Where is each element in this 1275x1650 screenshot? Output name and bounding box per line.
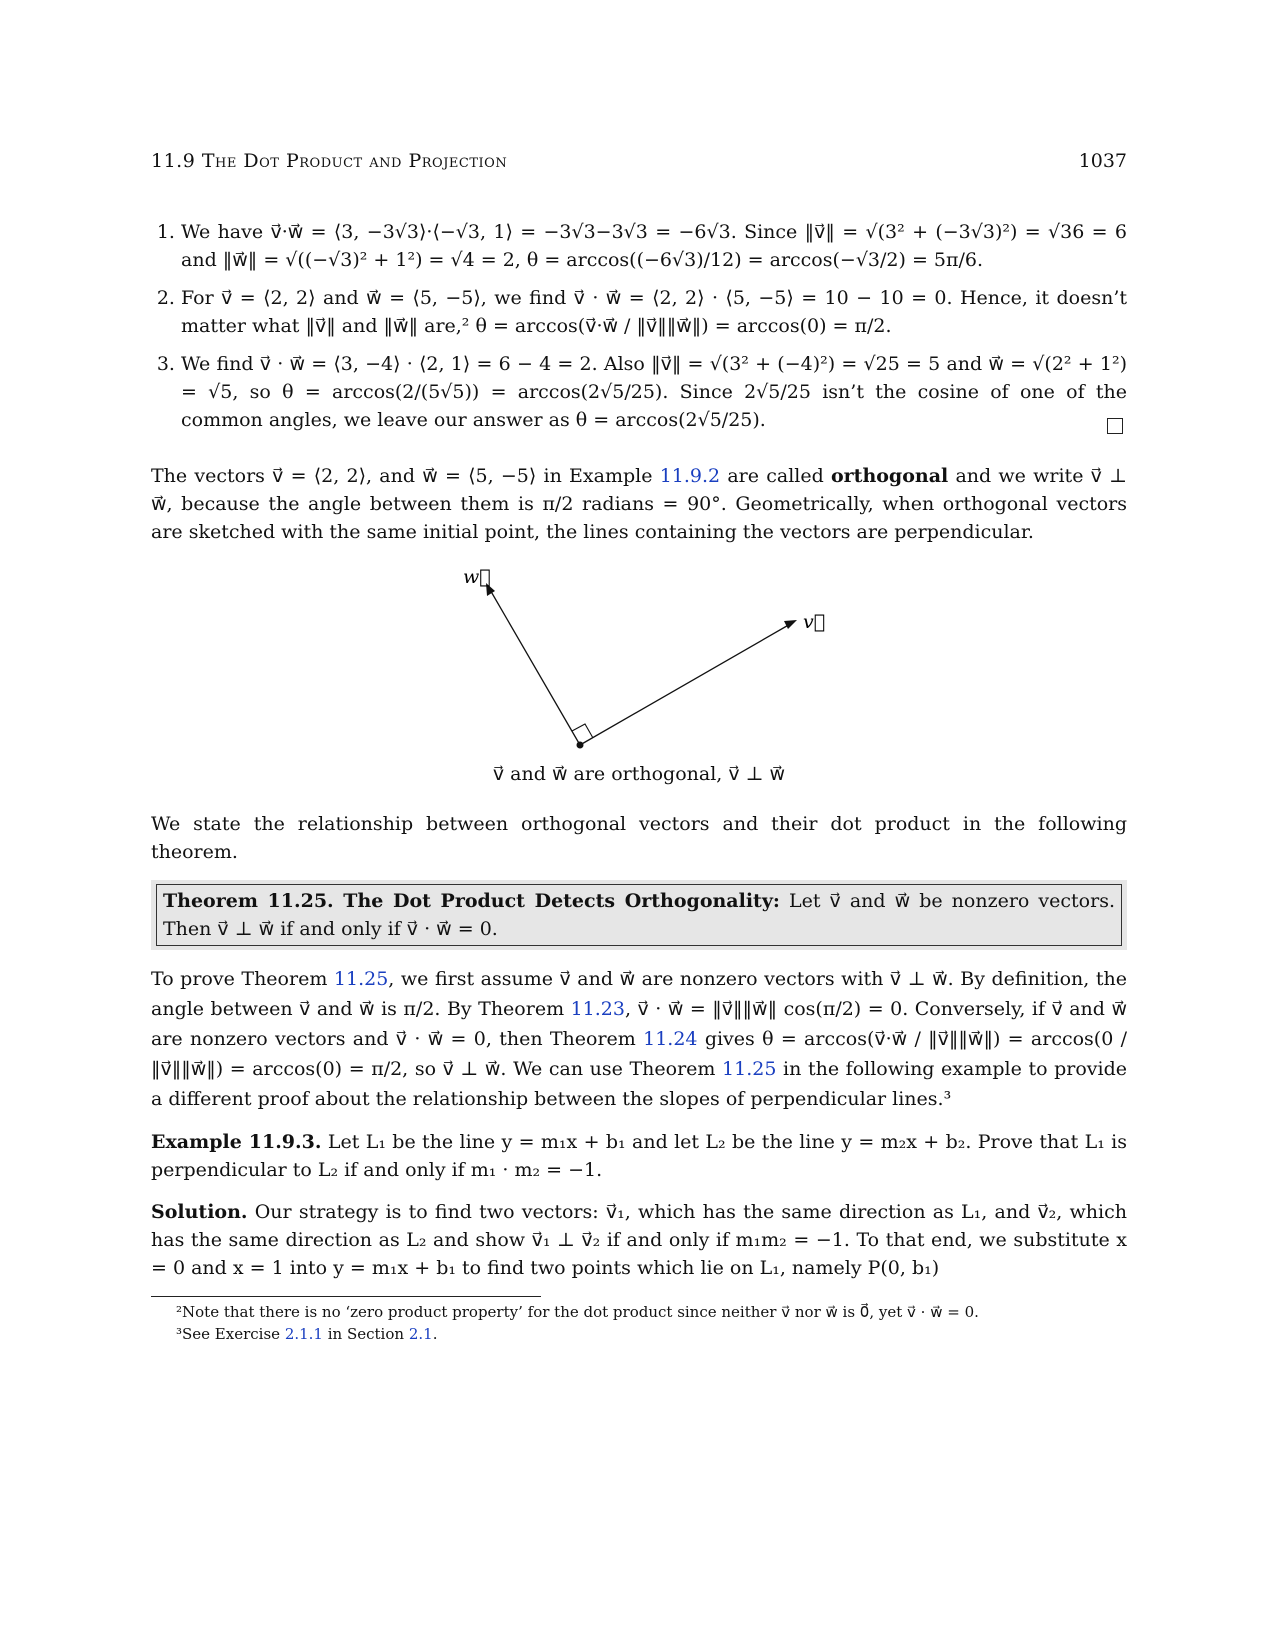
orthogonal-vectors-figure — [151, 560, 1127, 760]
label-v: v⃗ — [803, 611, 826, 633]
text: The vectors v⃗ = ⟨2, 2⟩, and w⃗ = ⟨5, −5⟩ in Example — [151, 465, 660, 487]
list-item: 3. We find v⃗ · w⃗ = ⟨3, −4⟩ · ⟨2, 1⟩ = 6 − 4 = 2. Also ‖v⃗‖ = √(3² + (−4)²) = √25 = 5 and w⃗ = √(2² + 1²) = √5, so θ = arccos(2/(5√5)) = arccos(2√5/25). Since 2√5/25 isn’t the cosine of one of the common angles, we leave our answer as θ = arccos(2√5/25). — [181, 350, 1127, 434]
text: in the following example to provide a different proof about the relationship between the slopes of perpendicular lines.³ — [151, 1058, 1128, 1110]
theorem-link[interactable]: 11.23 — [570, 998, 625, 1020]
footnote-rule — [151, 1296, 541, 1297]
term-orthogonal: orthogonal — [830, 465, 949, 487]
solution-list — [151, 218, 1127, 434]
figure-caption: v⃗ and w⃗ are orthogonal, v⃗ ⊥ w⃗ — [492, 763, 786, 785]
solution-block — [151, 1198, 1127, 1282]
text: , v⃗ · w⃗ = ‖v⃗‖‖w⃗‖ cos(π/2) = 0. Conversely, if v⃗ and w⃗ are nonzero vectors and v⃗ · w⃗ = 0, then Theorem — [151, 998, 1127, 1050]
page-header — [151, 150, 1127, 178]
theorem-link[interactable]: 11.25 — [722, 1058, 777, 1080]
exercise-link[interactable]: 2.1.1 — [284, 1325, 323, 1343]
example-block — [151, 1128, 1127, 1184]
solution-title: Solution. — [151, 1201, 248, 1223]
list-item: 2. For v⃗ = ⟨2, 2⟩ and w⃗ = ⟨5, −5⟩, we find v⃗ · w⃗ = ⟨2, 2⟩ · ⟨5, −5⟩ = 10 − 10 = 0. Hence, it doesn’t matter what ‖v⃗‖ and ‖w⃗‖ are,² θ = arccos(v⃗·w⃗ / ‖v⃗‖‖w⃗‖) = arccos(0) = π/2. — [181, 284, 1127, 340]
example-title: Example 11.9.3. — [151, 1131, 322, 1153]
vector-w-line — [489, 588, 580, 745]
page — [151, 0, 1127, 1345]
text: , we first assume v⃗ and w⃗ are nonzero vectors with v⃗ ⊥ w⃗. By definition, the angle between v⃗ and w⃗ is π/2. By Theorem — [151, 968, 1127, 1020]
text: ³See Exercise — [176, 1325, 285, 1343]
orthogonal-paragraph — [151, 462, 1127, 546]
origin-point — [577, 742, 584, 749]
theorem-link[interactable]: 11.25 — [333, 968, 389, 990]
vector-v-line — [580, 623, 792, 745]
text: To prove Theorem — [151, 968, 334, 990]
qed-box — [1107, 418, 1123, 434]
solution-body: Our strategy is to find two vectors: v⃗₁, which has the same direction as L₁, and v⃗₂, which has the same direction as L₂ and show v⃗₁ ⊥ v⃗₂ if and only if m₁m₂ = −1. To that end, we substitute x = 0 and x = 1 into y = m₁x + b₁ to find two points which lie on L₁, namely P(0, b₁) — [151, 1201, 1127, 1279]
list-item: 1. We have v⃗·w⃗ = ⟨3, −3√3⟩·⟨−√3, 1⟩ = −3√3−3√3 = −6√3. Since ‖v⃗‖ = √(3² + (−3√3)²) = √36 = 6 and ‖w⃗‖ = √((−√3)² + 1²) = √4 = 2, θ = arccos((−6√3)/12) = arccos(−√3/2) = 5π/6. — [181, 218, 1127, 274]
vector-v-arrowhead — [784, 620, 797, 629]
text: gives θ = arccos(v⃗·w⃗ / ‖v⃗‖‖w⃗‖) = arccos(0 / ‖v⃗‖‖w⃗‖) = arccos(0) = π/2, so v⃗ ⊥ w⃗. We can use Theorem — [151, 1028, 1127, 1080]
theorem-intro: We state the relationship between orthogonal vectors and their dot product in the following theorem. — [151, 813, 1127, 863]
theorem-body: Let v⃗ and w⃗ be nonzero vectors. Then v⃗ ⊥ w⃗ if and only if v⃗ · w⃗ = 0. — [163, 890, 1115, 940]
text: in Section — [322, 1325, 409, 1343]
example-body: Let L₁ be the line y = m₁x + b₁ and let L₂ be the line y = m₂x + b₂. Prove that L₁ is perpendicular to L₂ if and only if m₁ · m₂ = −1. — [151, 1131, 1128, 1181]
example-link[interactable]: 11.9.2 — [659, 465, 721, 487]
section-link[interactable]: 2.1 — [408, 1325, 433, 1343]
theorem-title: Theorem 11.25. The Dot Product Detects Orthogonality: — [163, 890, 780, 912]
text: are called — [720, 465, 831, 487]
footnote-2: ²Note that there is no ‘zero product property’ for the dot product since neither v⃗ nor w⃗ is 0⃗, yet v⃗ · w⃗ = 0. — [176, 1303, 979, 1321]
proof-paragraph — [151, 964, 1127, 1114]
theorem-box — [151, 880, 1127, 950]
page-number: 1037 — [1078, 150, 1127, 172]
text: . — [432, 1325, 438, 1343]
label-w: w⃗ — [463, 566, 491, 588]
theorem-link[interactable]: 11.24 — [643, 1028, 698, 1050]
footnote-3 — [176, 1323, 1127, 1345]
orthogonal-vectors-diagram — [151, 560, 1127, 760]
text: and we write v⃗ ⊥ w⃗, because the angle between them is π/2 radians = 90°. Geometrically, when orthogonal vectors are sketched with the same initial point, the lines containing the vectors are perpendicular. — [151, 465, 1127, 543]
section-title: 11.9 The Dot Product and Projection — [151, 150, 508, 172]
